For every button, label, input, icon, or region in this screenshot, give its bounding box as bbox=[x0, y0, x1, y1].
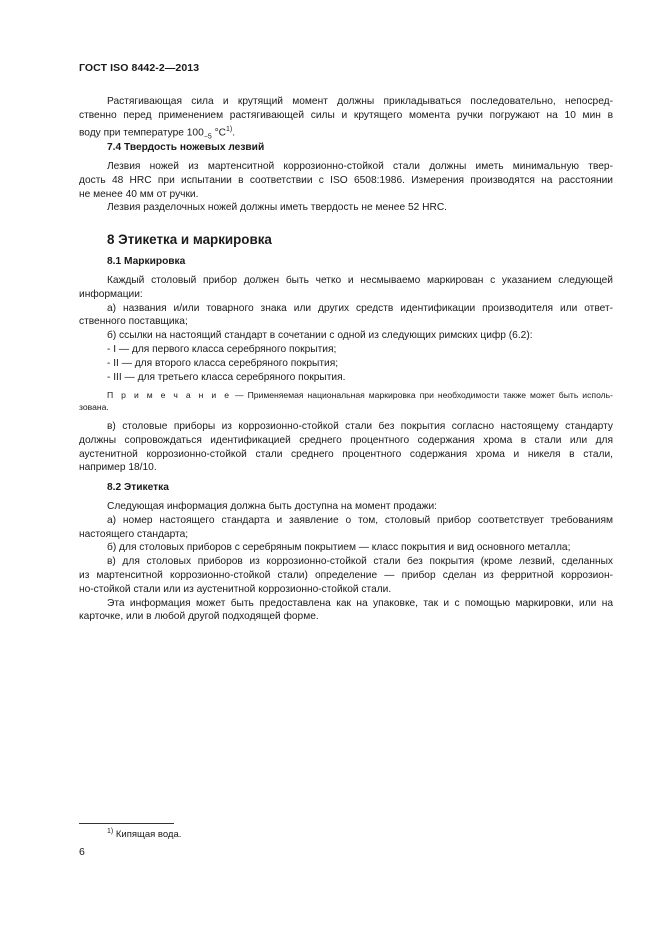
section-8-1-item-v bbox=[79, 420, 613, 475]
section-8-1-body bbox=[79, 274, 613, 384]
text-line: например 18/10. bbox=[79, 462, 157, 474]
list-item: - II — для второго класса серебряного покрытия; bbox=[107, 357, 339, 369]
note-block bbox=[79, 389, 613, 413]
text-line: б) ссылки на настоящий стандарт в сочетании с одной из следующих римских цифр (6.2): bbox=[107, 330, 533, 342]
note-line: зована. bbox=[79, 402, 109, 412]
text-line: Следующая информация должна быть доступна на момент продажи: bbox=[107, 501, 437, 512]
text-line: в) столовые приборы из коррозионно-стойкой стали без покрытия согласно настоящему стандарту bbox=[107, 421, 613, 432]
text-line: Эта информация может быть предоставлена как на упаковке, так и с помощью маркировки, или на bbox=[107, 597, 613, 609]
section-8-2-body bbox=[79, 500, 613, 624]
section-heading-8-2: 8.2 Этикетка bbox=[107, 482, 169, 493]
section-heading-8-1: 8.1 Маркировка bbox=[107, 256, 186, 267]
section-heading-8: 8 Этикетка и маркировка bbox=[107, 232, 272, 247]
note-line: П р и м е ч а н и е — Применяемая национальная маркировка при необходимости также может быть исполь- bbox=[107, 390, 614, 400]
text-line: ственно перед применением растягивающей силы и крутящего момента ручки погружают на 10 мин в bbox=[79, 109, 613, 121]
footnote-separator bbox=[79, 823, 174, 824]
text-line: но-стойкой стали или из аустенитной коррозионно-стойкой стали. bbox=[79, 583, 392, 595]
text-line: б) для столовых приборов с серебряным покрытием — класс покрытия и вид основного металла; bbox=[107, 542, 571, 554]
text-line: воду при температуре $100_{-5}$ $^\circ С^{1)}$. bbox=[79, 125, 236, 141]
text-line: настоящего стандарта; bbox=[79, 528, 189, 540]
text-line: Лезвия разделочных ножей должны иметь твердость не менее 52 HRC. bbox=[107, 202, 448, 214]
list-item: - I — для первого класса серебряного покрытия; bbox=[107, 343, 337, 355]
document-header: ГОСТ ISO 8442-2—2013 bbox=[79, 62, 200, 74]
text-line: Лезвия ножей из мартенситной коррозионно-стойкой стали должны иметь минимальную твер- bbox=[107, 161, 613, 172]
text-line: а) номер настоящего стандарта и заявление о том, столовый прибор соответствует требованиям bbox=[107, 514, 613, 526]
text-line: дость 48 HRC при испытании в соответствии с ISO 6508:1986. Измерения производятся на расстоянии bbox=[79, 174, 613, 186]
text-line: должны сопровождаться идентификацией среднего процентного содержания хрома в стали или для bbox=[79, 434, 613, 446]
text-line: ственного поставщика; bbox=[79, 316, 188, 328]
text-line: Каждый столовый прибор должен быть четко и несмываемо маркирован с указанием следующей bbox=[107, 275, 613, 286]
section-7-4-body bbox=[79, 160, 613, 215]
text-line: Растягивающая сила и крутящий момент должны прикладываться последовательно, непосред- bbox=[107, 96, 613, 107]
page-number: 6 bbox=[79, 846, 85, 858]
list-item: - III — для третьего класса серебряного покрытия. bbox=[107, 371, 346, 383]
footnote: $^{1)}$ Кипящая вода. bbox=[107, 828, 182, 841]
text-line: аустенитной коррозионно-стойкой стали среднего процентного содержания хрома и никеля в стали, bbox=[79, 448, 613, 460]
text-line: карточке, или в любой другой подходящей форме. bbox=[79, 611, 319, 623]
intro-paragraph bbox=[79, 95, 613, 144]
text-line: а) названия и/или товарного знака или других средств идентификации производителя или ответ- bbox=[107, 302, 613, 314]
text-line: информации: bbox=[79, 288, 143, 300]
section-heading-7-4: 7.4 Твердость ножевых лезвий bbox=[107, 142, 265, 153]
text-line: из мартенситной коррозионно-стойкой стали) определение — прибор сделан из ферритной коррозион- bbox=[79, 569, 613, 581]
text-line: в) для столовых приборов из коррозионно-стойкой стали без покрытия (кроме лезвий, сделанных bbox=[107, 556, 613, 568]
text-line: не менее 40 мм от ручки. bbox=[79, 188, 199, 200]
